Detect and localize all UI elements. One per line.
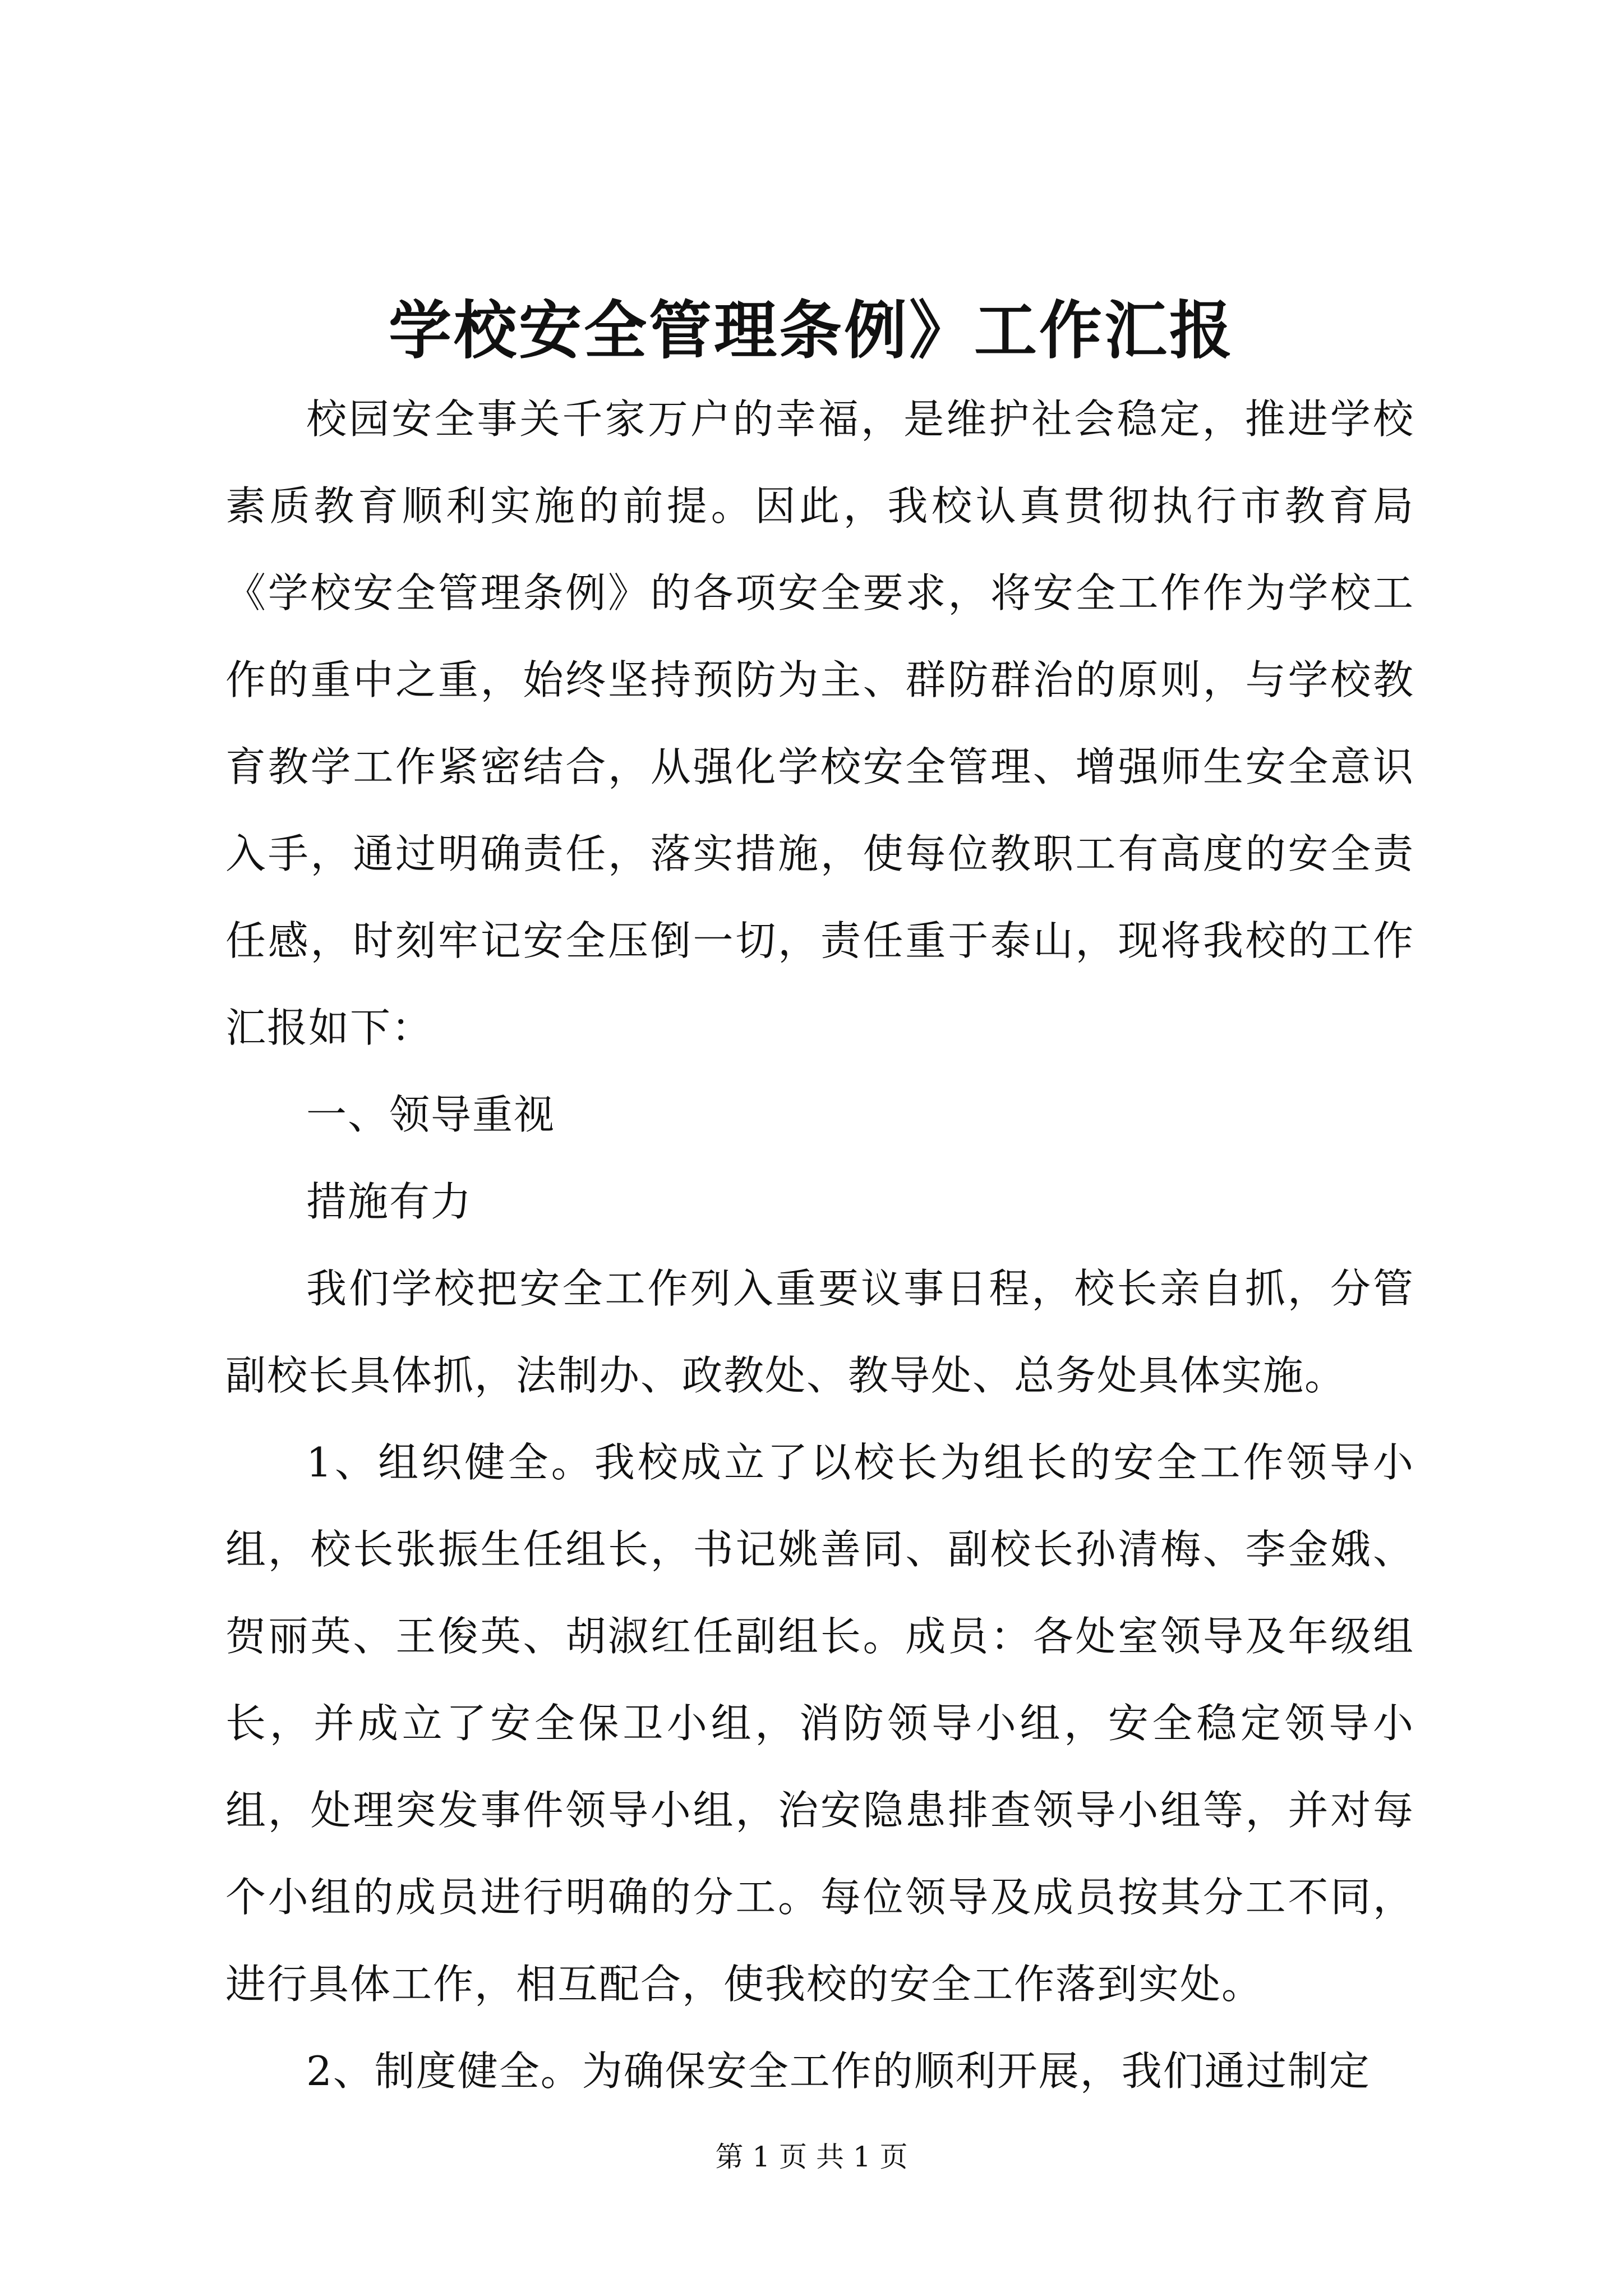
- paragraph-system: 2、制度健全。为确保安全工作的顺利开展，我们通过制定: [306, 2047, 1371, 2095]
- paragraph-intro: 校园安全事关千家万户的幸福，是维护社会稳定，推进学校素质教育顺利实施的前提。因此，我校认真贯彻执行市教育局《学校安全管理条例》的各项安全要求，将安全工作作为学校工作的重中之重，始终坚持预防为主、群防群治的原则，与学校教育教学工作紧密结合，从强化学校安全管理、增强师生安全意识入手，通过明确责任，落实措施，使每位教职工有高度的安全责任感，时刻牢记安全压倒一切，责任重于泰山，现将我校的工作汇报如下：: [225, 395, 1414, 1051]
- paragraph-leadership: 我们学校把安全工作列入重要议事日程，校长亲自抓，分管副校长具体抓，法制办、政教处、教导处、总务处具体实施。: [225, 1265, 1414, 1399]
- page-number-footer: 第 1 页 共 1 页: [715, 2141, 908, 2173]
- paragraph-organization: 1、组织健全。我校成立了以校长为组长的安全工作领导小组，校长张振生任组长，书记姚善同、副校长孙清梅、李金娥、贺丽英、王俊英、胡淑红任副组长。成员：各处室领导及年级组长，并成立了安全保卫小组，消防领导小组，安全稳定领导小组，处理突发事件领导小组，治安隐患排查领导小组等，并对每个小组的成员进行明确的分工。每位领导及成员按其分工不同，进行具体工作，相互配合，使我校的安全工作落到实处。: [225, 1439, 1414, 2008]
- document-title: 学校安全管理条例》工作汇报: [389, 294, 1234, 367]
- document-body: [225, 376, 1414, 2115]
- section-subheading-1: 措施有力: [306, 1178, 473, 1225]
- section-heading-1: 一、领导重视: [306, 1091, 556, 1138]
